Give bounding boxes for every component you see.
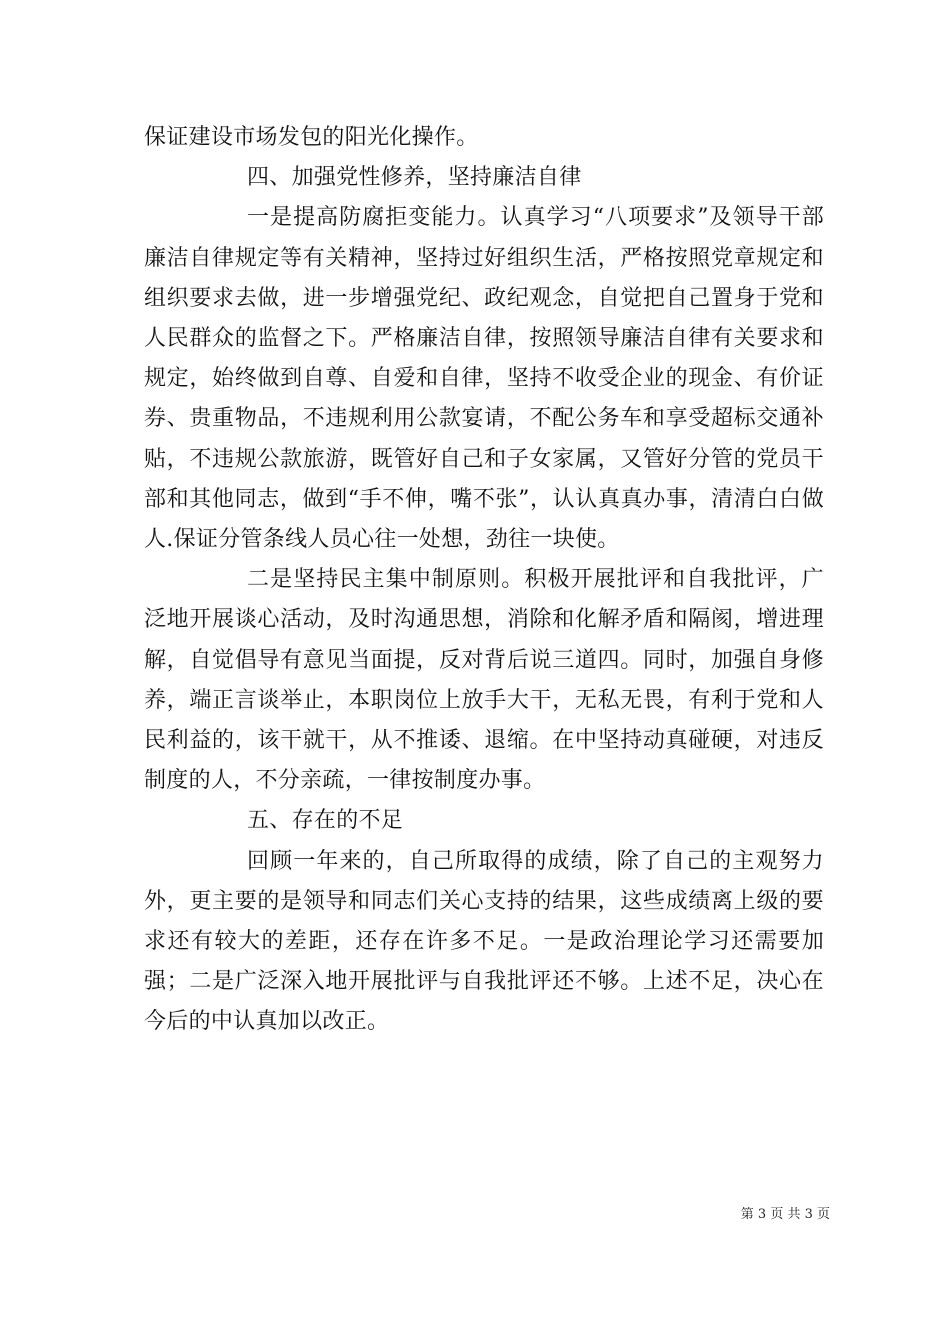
paragraph-democratic-centralism: 二是坚持民主集中制原则。积极开展批评和自我批评，广泛地开展谈心活动，及时沟通思想，消除和化解矛盾和隔阂，增进理解，自觉倡导有意见当面提，反对背后说三道四。同时，加强自身修养，端正言谈举止，本职岗位上放手大干，无私无畏，有利于党和人民利益的，该干就干，从不推诿、退缩。在中坚持动真碰硬，对违反制度的人，不分亲疏，一律按制度办事。 [144, 567, 824, 794]
paragraph-shortcomings: 回顾一年来的，自己所取得的成绩，除了自己的主观努力外，更主要的是领导和同志们关心支持的结果，这些成绩离上级的要求还有较大的差距，还存在许多不足。一是政治理论学习还需要加强；二是广泛深入地开展批评与自我批评还不够。上述不足，决心在今后的中认真加以改正。 [144, 848, 824, 1035]
page-number-footer: 第 3 页 共 3 页 [740, 1207, 830, 1222]
document-body [144, 118, 824, 1043]
paragraph-continuation: 保证建设市场发包的阳光化操作。 [144, 125, 479, 150]
paragraph-anti-corruption: 一是提高防腐拒变能力。认真学习“八项要求”及领导干部廉洁自律规定等有关精神，坚持过好组织生活，严格按照党章规定和组织要求去做，进一步增强党纪、政纪观念，自觉把自己置身于党和人民群众的监督之下。严格廉洁自律，按照领导廉洁自律有关要求和规定，始终做到自尊、自爱和自律，坚持不收受企业的现金、有价证券、贵重物品，不违规利用公款宴请，不配公务车和享受超标交通补贴，不违规公款旅游，既管好自己和子女家属，又管好分管的党员干部和其他同志，做到“手不伸，嘴不张”，认认真真办事，清清白白做人.保证分管条线人员心往一处想，劲往一块使。 [144, 205, 824, 553]
section-heading-4: 四、加强党性修养，坚持廉洁自律 [247, 165, 582, 191]
section-heading-5: 五、存在的不足 [247, 808, 404, 834]
